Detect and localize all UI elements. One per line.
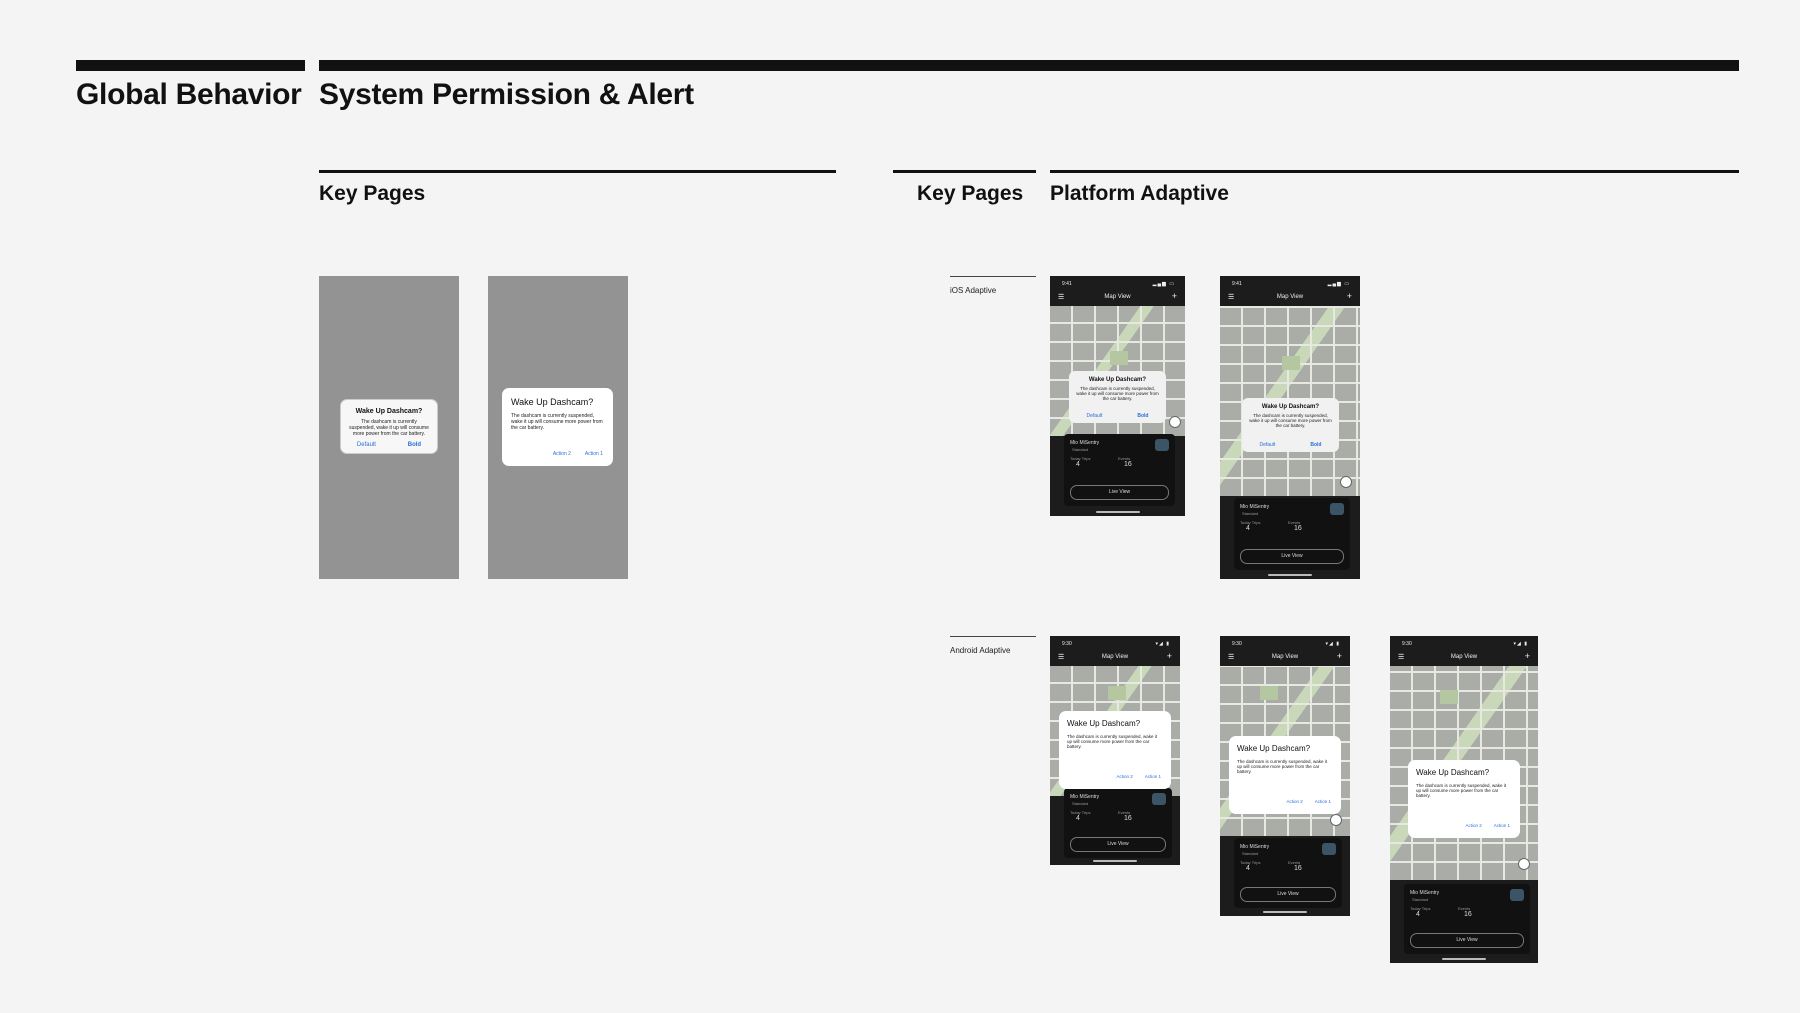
live-view-button[interactable]: Live View <box>1410 933 1524 948</box>
action-2-button[interactable]: Action 2 <box>1465 823 1482 828</box>
ios-alert-dialog <box>1242 398 1339 452</box>
signal-icon: ▾◢ ▮ <box>1155 641 1170 647</box>
device-card[interactable] <box>1234 838 1342 908</box>
trips-label: Today Trips <box>1240 860 1261 865</box>
status-time: 9:30 <box>1062 641 1072 647</box>
signal-icon: ▾◢ ▮ <box>1513 641 1528 647</box>
menu-icon[interactable]: ☰ <box>1058 294 1065 301</box>
trips-value: 4 <box>1416 911 1420 918</box>
home-indicator <box>1268 574 1312 576</box>
dialog-body: The dashcam is currently suspended, wake it up will consume more power from the car battery. <box>511 413 603 431</box>
add-icon[interactable]: + <box>1166 651 1172 661</box>
nav-title: Map View <box>1101 654 1129 660</box>
section-title: Global Behavior <box>76 78 302 111</box>
trips-value: 4 <box>1246 525 1250 532</box>
events-label: Events <box>1288 520 1301 525</box>
dialog-title: Wake Up Dashcam? <box>1416 768 1490 777</box>
menu-icon[interactable]: ☰ <box>1228 654 1235 661</box>
locate-icon[interactable] <box>1518 858 1530 870</box>
events-value: 16 <box>1294 865 1302 872</box>
section-rule <box>76 60 305 71</box>
android-alert-dialog <box>502 388 613 466</box>
android-phone-2 <box>1220 636 1350 916</box>
action-1-button[interactable]: Action 1 <box>584 451 603 457</box>
device-name: Mio MiSentry <box>1070 440 1100 446</box>
device-name: Mio MiSentry <box>1410 890 1440 896</box>
events-label: Events <box>1288 860 1301 865</box>
dialog-body: The dashcam is currently suspended, wake it up will consume more power from the car battery. <box>1237 759 1328 774</box>
dialog-body: The dashcam is currently suspended, wake it up will consume more power from the car battery. <box>1416 783 1507 798</box>
ios-alert-dialog <box>341 400 437 453</box>
dialog-title: Wake Up Dashcam? <box>1067 719 1141 728</box>
action-2-button[interactable]: Action 2 <box>1116 774 1133 779</box>
nav-title: Map View <box>1271 654 1299 660</box>
dialog-title: Wake Up Dashcam? <box>355 408 423 415</box>
locate-icon[interactable] <box>1169 416 1181 428</box>
live-view-button[interactable]: Live View <box>1240 549 1344 564</box>
nav-title: Map View <box>1104 294 1131 300</box>
locate-icon[interactable] <box>1340 476 1352 488</box>
dashcam-icon <box>1152 793 1166 805</box>
bold-button[interactable]: Bold <box>1310 442 1322 448</box>
nav-title: Map View <box>1450 654 1478 660</box>
status-time: 9:30 <box>1232 641 1242 647</box>
dashcam-icon <box>1155 439 1169 451</box>
right-key-pages-rule <box>893 170 1036 173</box>
home-indicator <box>1093 860 1137 862</box>
default-button[interactable]: Default <box>1086 413 1103 419</box>
device-card[interactable] <box>1234 498 1350 570</box>
dashcam-icon <box>1322 843 1336 855</box>
menu-icon[interactable]: ☰ <box>1228 294 1235 301</box>
device-status: Standard <box>1072 447 1089 452</box>
ios-adaptive-label: iOS Adaptive <box>950 286 997 295</box>
signal-icon: ▾◢ ▮ <box>1325 641 1340 647</box>
dialog-body: The dashcam is currently suspended, wake it up will consume more power from the car battery. <box>349 419 429 437</box>
default-button[interactable]: Default <box>356 442 376 448</box>
android-alert-dialog <box>1408 760 1520 838</box>
trips-label: Today Trips <box>1240 520 1261 525</box>
android-alert-dialog <box>1229 736 1341 814</box>
trips-label: Today Trips <box>1070 810 1091 815</box>
dialog-body: The dashcam is currently suspended, wake it up will consume more power from the car battery. <box>1076 386 1159 401</box>
add-icon[interactable]: + <box>1524 651 1530 661</box>
trips-value: 4 <box>1076 815 1080 822</box>
key-pages-title: Key Pages <box>319 182 426 205</box>
status-time: 9:41 <box>1232 281 1242 287</box>
trips-value: 4 <box>1246 865 1250 872</box>
dialog-title: Wake Up Dashcam? <box>1088 377 1147 383</box>
action-2-button[interactable]: Action 2 <box>552 451 571 457</box>
action-2-button[interactable]: Action 2 <box>1286 799 1303 804</box>
dialog-title: Wake Up Dashcam? <box>1237 744 1311 753</box>
ios-adaptive-rule <box>950 276 1036 277</box>
action-1-button[interactable]: Action 1 <box>1144 774 1161 779</box>
page-rule <box>319 60 1739 71</box>
device-card[interactable] <box>1064 788 1172 858</box>
home-indicator <box>1096 511 1140 513</box>
device-card[interactable] <box>1404 884 1530 954</box>
live-view-button[interactable]: Live View <box>1240 887 1336 902</box>
map-view[interactable] <box>1220 306 1360 496</box>
device-name: Mio MiSentry <box>1240 504 1270 510</box>
events-value: 16 <box>1124 815 1132 822</box>
right-key-pages-label: Key Pages <box>917 182 1024 205</box>
dialog-title: Wake Up Dashcam? <box>511 397 594 407</box>
ios-phone-1 <box>1050 276 1185 516</box>
device-status: Standard <box>1412 897 1429 902</box>
android-phone-3 <box>1390 636 1538 963</box>
locate-icon[interactable] <box>1330 814 1342 826</box>
device-name: Mio MiSentry <box>1240 844 1270 850</box>
trips-label: Today Trips <box>1070 456 1091 461</box>
device-status: Standard <box>1072 801 1089 806</box>
nav-title: Map View <box>1276 294 1304 300</box>
android-phone-1 <box>1050 636 1180 865</box>
dialog-body: The dashcam is currently suspended, wake it up will consume more power from the car battery. <box>1067 734 1158 749</box>
device-status: Standard <box>1242 851 1259 856</box>
status-time: 9:30 <box>1402 641 1412 647</box>
events-value: 16 <box>1124 461 1132 468</box>
bold-button[interactable]: Bold <box>407 442 422 448</box>
bold-button[interactable]: Bold <box>1137 413 1149 419</box>
default-button[interactable]: Default <box>1259 442 1276 448</box>
android-adaptive-label: Android Adaptive <box>950 646 1011 655</box>
menu-icon[interactable]: ☰ <box>1398 654 1405 661</box>
action-1-button[interactable]: Action 1 <box>1314 799 1331 804</box>
platform-adaptive-title: Platform Adaptive <box>1050 182 1229 205</box>
key-pages-rule <box>319 170 836 173</box>
add-icon[interactable]: + <box>1171 291 1177 301</box>
android-adaptive-rule <box>950 636 1036 637</box>
device-status: Standard <box>1242 511 1259 516</box>
live-view-button[interactable]: Live View <box>1070 485 1169 500</box>
signal-icon: ▂▄▆ ▭ <box>1152 281 1175 287</box>
action-1-button[interactable]: Action 1 <box>1493 823 1510 828</box>
trips-value: 4 <box>1076 461 1080 468</box>
device-name: Mio MiSentry <box>1070 794 1100 800</box>
map-view[interactable] <box>1050 306 1185 436</box>
ios-alert-dialog <box>1069 371 1166 423</box>
home-indicator <box>1442 958 1486 960</box>
ios-key-page-frame <box>319 276 459 579</box>
platform-adaptive-rule <box>1050 170 1739 173</box>
add-icon[interactable]: + <box>1346 291 1352 301</box>
live-view-button[interactable]: Live View <box>1070 837 1166 852</box>
android-alert-dialog <box>1059 711 1171 789</box>
dialog-body: The dashcam is currently suspended, wake it up will consume more power from the car battery. <box>1249 413 1332 428</box>
status-time: 9:41 <box>1062 281 1072 287</box>
dialog-title: Wake Up Dashcam? <box>1261 404 1320 410</box>
device-card[interactable] <box>1064 434 1175 506</box>
page-title: System Permission & Alert <box>319 78 694 111</box>
home-indicator <box>1263 911 1307 913</box>
dashcam-icon <box>1510 889 1524 901</box>
events-label: Events <box>1118 456 1131 461</box>
signal-icon: ▂▄▆ ▭ <box>1327 281 1350 287</box>
ios-phone-2 <box>1220 276 1360 579</box>
dashcam-icon <box>1330 503 1344 515</box>
events-label: Events <box>1458 906 1471 911</box>
trips-label: Today Trips <box>1410 906 1431 911</box>
events-label: Events <box>1118 810 1131 815</box>
events-value: 16 <box>1294 525 1302 532</box>
menu-icon[interactable]: ☰ <box>1058 654 1065 661</box>
android-key-page-frame <box>488 276 628 579</box>
add-icon[interactable]: + <box>1336 651 1342 661</box>
events-value: 16 <box>1464 911 1472 918</box>
